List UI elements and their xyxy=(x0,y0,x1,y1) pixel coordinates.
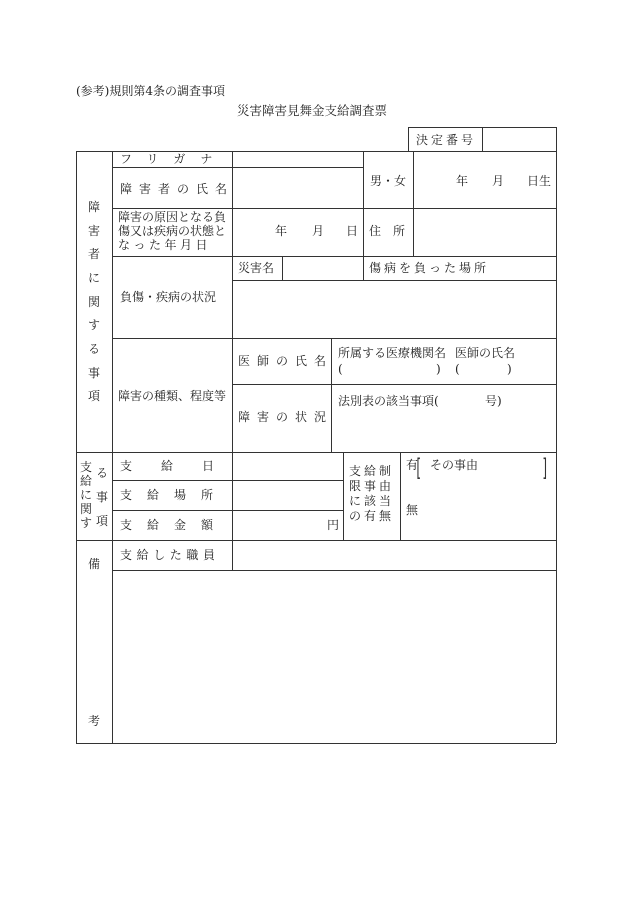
left-bracket: [ xyxy=(416,454,422,482)
section-label-char: 支 xyxy=(79,460,92,474)
injury-status-label: 負傷・疾病の状況 xyxy=(120,290,217,304)
restriction-label-row2: 限事由 xyxy=(349,479,395,493)
disaster-name-input[interactable] xyxy=(286,261,360,275)
section-label-char: 項 xyxy=(87,389,100,403)
staff-label: 支給した職員 xyxy=(120,548,220,562)
payment-place-input[interactable] xyxy=(236,488,340,502)
restriction-yes-option[interactable]: 有 xyxy=(406,458,419,472)
remarks-label-top: 備 xyxy=(87,557,100,571)
disaster-name-label: 災害名 xyxy=(238,261,275,275)
restriction-reason-label: その事由 xyxy=(430,458,479,472)
restriction-label-row4: の有無 xyxy=(349,509,395,523)
annex-number-suffix: 号) xyxy=(485,394,502,408)
doctor-paren-close: ) xyxy=(507,362,512,376)
payment-date-input[interactable] xyxy=(236,459,340,473)
section-label-char: 障 xyxy=(87,200,100,214)
section-label-char: す xyxy=(79,516,92,530)
restriction-no-option[interactable]: 無 xyxy=(406,503,419,517)
cause-date-label-line2: 傷又は疾病の状態と xyxy=(118,224,227,238)
name-label: 障害者の氏名 xyxy=(120,182,235,196)
section-label-char: 関 xyxy=(87,295,100,309)
section-label-char: 事 xyxy=(95,490,108,504)
section-label-char: 項 xyxy=(95,514,108,528)
remarks-input[interactable] xyxy=(116,576,552,738)
right-bracket: ] xyxy=(542,454,548,482)
remarks-label-bottom: 考 xyxy=(87,714,100,728)
section-label-char: 害 xyxy=(87,224,100,238)
cause-date-label-line1: 障害の原因となる負 xyxy=(118,210,227,224)
section-label-char: 者 xyxy=(87,247,100,261)
form-title: 災害障害見舞金支給調査票 xyxy=(237,103,388,118)
doctor-name-input[interactable] xyxy=(463,362,503,376)
section-label-char: 関 xyxy=(79,502,92,516)
address-input[interactable] xyxy=(417,212,551,252)
section-label-char: る xyxy=(95,466,108,480)
furigana-label: フリガナ xyxy=(120,152,228,166)
payment-date-label: 支給日 xyxy=(120,459,244,473)
institution-input[interactable] xyxy=(346,362,434,376)
birth-month-label: 月 xyxy=(492,174,505,188)
annex-table-label: 法別表の該当事項( xyxy=(338,394,439,408)
doctor-name-label: 医師の氏名 xyxy=(238,354,334,368)
restriction-label-row3: に該当 xyxy=(349,494,395,508)
decision-number-label: 決定番号 xyxy=(416,133,477,147)
institution-label: 所属する医療機関名 xyxy=(338,346,447,360)
section-label-char: に xyxy=(79,488,92,502)
restriction-reason-input[interactable] xyxy=(430,474,542,488)
staff-input[interactable] xyxy=(236,548,552,562)
section-label-char: 給 xyxy=(79,474,92,488)
cause-year-label: 年 xyxy=(275,224,288,238)
institution-paren-close: ) xyxy=(436,362,441,376)
cause-month-label: 月 xyxy=(312,224,325,238)
restriction-label-row1: 支給制 xyxy=(349,464,395,478)
cause-date-label-line3: なった年月日 xyxy=(118,238,212,252)
furigana-input[interactable] xyxy=(236,152,360,166)
doctor-fullname-label: 医師の氏名 xyxy=(455,346,516,360)
section-label-char: に xyxy=(87,271,100,285)
payment-amount-label: 支給金額 xyxy=(120,518,229,532)
injury-place-label: 傷病を負った場所 xyxy=(369,261,490,275)
sex-options[interactable]: 男・女 xyxy=(370,174,407,188)
payment-place-label: 支給場所 xyxy=(120,488,229,502)
yen-unit: 円 xyxy=(327,518,340,532)
address-label: 住 所 xyxy=(369,224,406,238)
decision-number-value[interactable] xyxy=(488,133,550,147)
disability-type-label: 障害の種類、程度等 xyxy=(118,389,227,403)
institution-paren-open: ( xyxy=(338,362,343,376)
payment-amount-input[interactable] xyxy=(236,518,324,532)
section-label-char: る xyxy=(87,342,100,356)
disability-status-label: 障害の状況 xyxy=(238,410,334,424)
doctor-paren-open: ( xyxy=(455,362,460,376)
section-label-char: す xyxy=(87,318,100,332)
cause-day-label: 日 xyxy=(346,224,359,238)
reference-note: (参考)規則第4条の調査事項 xyxy=(76,84,225,98)
annex-number-input[interactable] xyxy=(450,394,482,408)
injury-status-input[interactable] xyxy=(236,285,552,333)
birth-year-label: 年 xyxy=(456,174,469,188)
section-label-char: 事 xyxy=(87,366,100,380)
name-input[interactable] xyxy=(236,172,360,204)
birth-day-label: 日生 xyxy=(527,174,552,188)
